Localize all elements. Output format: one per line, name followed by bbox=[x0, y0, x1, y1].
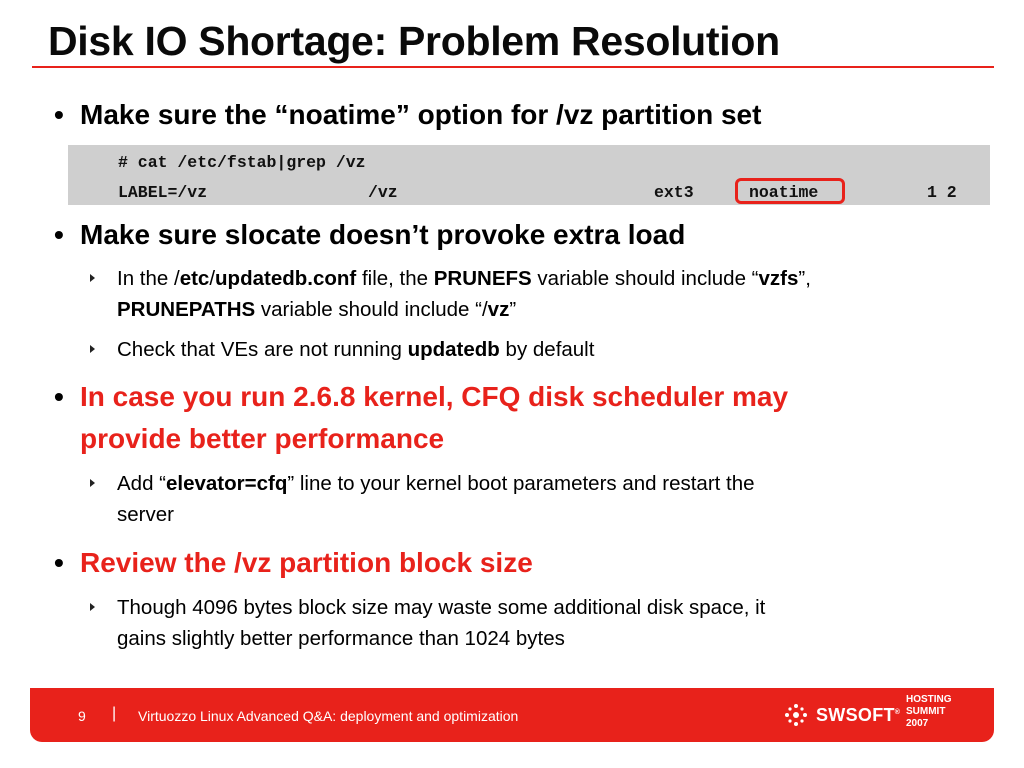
bullet-text: Review the /vz partition block size bbox=[80, 547, 533, 578]
bullet-text bbox=[54, 376, 954, 460]
text-run: variable should include “ bbox=[531, 267, 759, 290]
text-run-bold: PRUNEPATHS bbox=[117, 298, 256, 321]
subbullet-updatedb bbox=[90, 334, 950, 365]
text-run-bold: elevator=cfq bbox=[166, 472, 288, 495]
text-run: server bbox=[117, 503, 174, 526]
code-option-noatime: noatime bbox=[749, 183, 819, 202]
logo-text: SWSOFT bbox=[816, 705, 895, 725]
subbullet-prunefs bbox=[90, 263, 950, 325]
code-dump-pass: 1 2 bbox=[927, 183, 957, 202]
code-mountpoint: /vz bbox=[368, 183, 398, 202]
arrow-icon bbox=[90, 603, 95, 611]
swsoft-logo-mark-icon bbox=[782, 702, 810, 728]
noatime-highlight-box bbox=[735, 178, 845, 204]
text-run: file, the bbox=[356, 267, 434, 290]
text-run: / bbox=[209, 267, 216, 290]
text-run-bold: updatedb bbox=[407, 338, 500, 361]
text-run: ” line to your kernel boot parameters and restart the bbox=[287, 472, 755, 495]
bullet-cfq bbox=[54, 376, 954, 460]
code-block bbox=[68, 145, 990, 205]
badge-line: HOSTING bbox=[906, 694, 952, 705]
subbullet-text bbox=[90, 468, 950, 530]
swsoft-logo bbox=[782, 702, 902, 728]
bullet-text: Make sure slocate doesn’t provoke extra load bbox=[80, 219, 686, 250]
text-run-bold: updatedb.conf bbox=[215, 267, 357, 290]
arrow-icon bbox=[90, 479, 95, 487]
bullet-dot: • bbox=[54, 219, 64, 250]
text-run: variable should include “/ bbox=[255, 298, 488, 321]
registered-mark: ® bbox=[894, 709, 901, 716]
text-run: ”, bbox=[798, 267, 811, 290]
code-line-command: # cat /etc/fstab|grep /vz bbox=[118, 153, 366, 172]
bullet-noatime bbox=[54, 94, 954, 136]
footer-title: Virtuozzo Linux Advanced Q&A: deployment and optimization bbox=[138, 708, 519, 724]
text-run: ” bbox=[509, 298, 517, 321]
text-run-bold: PRUNEFS bbox=[433, 267, 532, 290]
subbullet-text bbox=[90, 592, 950, 654]
text-run: Add “ bbox=[117, 472, 166, 495]
text-line: Though 4096 bytes block size may waste some additional disk space, it bbox=[117, 596, 766, 619]
hosting-summit-badge bbox=[906, 694, 952, 730]
text-run: In the / bbox=[117, 267, 180, 290]
text-run-bold: vzfs bbox=[758, 267, 799, 290]
text-line: gains slightly better performance than 1024 bytes bbox=[117, 627, 565, 650]
page-number: 9 bbox=[78, 708, 86, 724]
subbullet-4096 bbox=[90, 592, 950, 654]
slide-title: Disk IO Shortage: Problem Resolution bbox=[48, 18, 780, 64]
badge-line: SUMMIT bbox=[906, 706, 946, 717]
bullet-dot: • bbox=[54, 547, 64, 578]
bullet-dot: • bbox=[54, 99, 64, 130]
arrow-icon bbox=[90, 274, 95, 282]
subbullet-elevator bbox=[90, 468, 950, 530]
title-divider bbox=[32, 66, 994, 68]
code-label: LABEL=/vz bbox=[118, 183, 208, 202]
footer-separator: | bbox=[112, 705, 117, 722]
text-line: In case you run 2.6.8 kernel, CFQ disk scheduler may bbox=[80, 381, 789, 412]
text-run-bold: etc bbox=[179, 267, 210, 290]
text-line: provide better performance bbox=[80, 423, 445, 454]
subbullet-text bbox=[90, 334, 950, 365]
code-filesystem: ext3 bbox=[654, 183, 694, 202]
arrow-icon bbox=[90, 345, 95, 353]
text-run-bold: vz bbox=[487, 298, 510, 321]
text-run: Check that VEs are not running bbox=[117, 338, 408, 361]
bullet-blocksize bbox=[54, 542, 954, 584]
subbullet-text bbox=[90, 263, 950, 325]
bullet-slocate bbox=[54, 214, 954, 256]
bullet-dot: • bbox=[54, 381, 64, 412]
footer-bar bbox=[30, 688, 994, 742]
logo-wordmark bbox=[816, 705, 900, 726]
bullet-text: Make sure the “noatime” option for /vz partition set bbox=[80, 99, 762, 130]
text-run: by default bbox=[499, 338, 595, 361]
badge-line: 2007 bbox=[906, 718, 929, 729]
